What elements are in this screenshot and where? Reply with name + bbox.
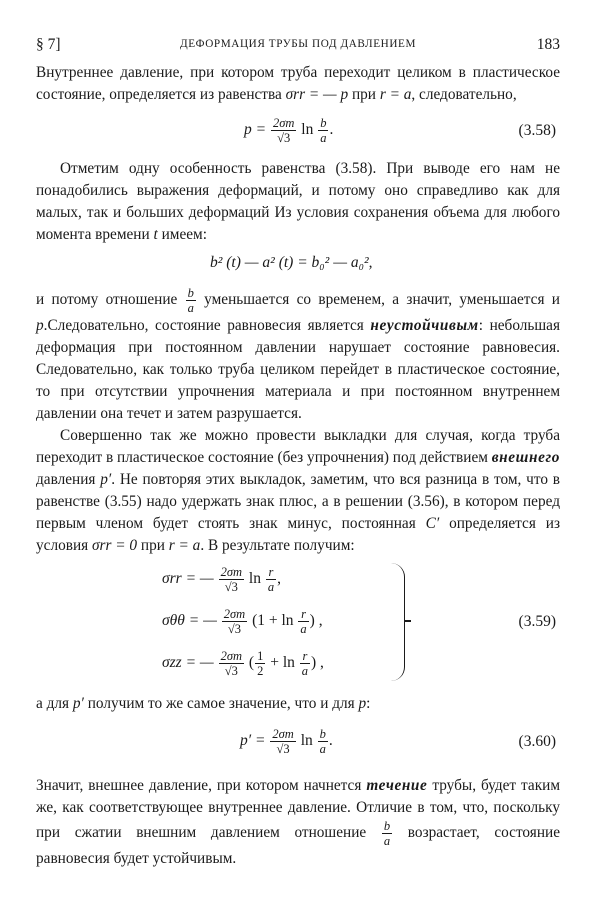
- paragraph-same-value: [36, 693, 560, 715]
- text: давления: [36, 471, 101, 488]
- ln: ln: [248, 570, 265, 588]
- paragraph-internal-pressure: [36, 62, 560, 106]
- equation-3-60: [36, 715, 560, 771]
- eq-end: ,: [277, 570, 281, 588]
- equation-3-59: [36, 557, 560, 691]
- text: при: [137, 537, 169, 554]
- equation-number: (3.59): [518, 613, 556, 630]
- numerator: b: [383, 819, 391, 833]
- coef-fraction: [222, 607, 247, 636]
- denominator: √3: [276, 742, 290, 756]
- ln: ln: [301, 121, 318, 139]
- eq-lhs: σθθ = —: [162, 612, 221, 630]
- numerator: 1: [257, 649, 264, 663]
- numerator: b: [187, 286, 194, 300]
- inline-formula: r = a: [379, 86, 412, 103]
- eq-end: ) ,: [309, 612, 323, 630]
- running-title: ДЕФОРМАЦИЯ ТРУБЫ ПОД ДАВЛЕНИЕМ: [180, 38, 416, 50]
- text: .Следовательно, состояние равновесия является: [43, 317, 371, 334]
- inline-formula: p′: [72, 695, 84, 712]
- eq-end: .: [329, 121, 334, 139]
- numerator: 2σт: [223, 607, 246, 621]
- coef-fraction: [219, 649, 244, 678]
- eq-lhs: σzz = —: [162, 654, 218, 672]
- equation-volume: [36, 246, 560, 286]
- text: . В результате получим:: [200, 537, 355, 554]
- denominator: a: [319, 742, 326, 756]
- numerator: r: [300, 649, 310, 664]
- ratio-fraction: [298, 607, 308, 636]
- inline-formula: C′: [425, 515, 440, 532]
- denominator: a: [383, 834, 391, 848]
- text: получим то же самое значение, что и для: [83, 695, 359, 712]
- denominator: a: [320, 131, 327, 145]
- text: , следовательно,: [411, 86, 517, 103]
- text: . Не повторяя этих выкладок, заметим, что вся разница в том, что в равенстве (3.55) надо удержать знак плюс, а в решении (3.56), в котором перед первым членом будет стоять знак минус, постоянная: [36, 471, 560, 532]
- numerator: 2σт: [272, 727, 294, 741]
- inline-formula: p: [36, 317, 44, 334]
- ratio-fraction: [186, 286, 196, 315]
- denominator: a: [267, 580, 275, 594]
- coef-fraction: [271, 116, 296, 145]
- equation-3-58: [36, 106, 560, 154]
- inline-formula: p: [358, 695, 367, 712]
- denominator: √3: [224, 580, 238, 594]
- emphasis: неустойчивым: [370, 317, 479, 334]
- coef-fraction: [270, 727, 295, 756]
- denominator: a: [301, 664, 309, 678]
- ln: ln: [300, 732, 317, 750]
- inline-formula: σrr = 0: [92, 537, 138, 554]
- eq-row-thth: [162, 607, 323, 636]
- numerator: r: [266, 565, 276, 580]
- book-page: [36, 36, 560, 870]
- eq-mid: (1 + ln: [252, 612, 298, 630]
- text: при: [348, 86, 380, 103]
- inline-formula: p′: [100, 471, 112, 488]
- paragraph-instability: [36, 286, 560, 425]
- text: а для: [36, 695, 73, 712]
- page-number: 183: [536, 36, 560, 53]
- text: возрастает, состояние равновесия будет устойчивым.: [36, 824, 560, 867]
- denominator: a: [187, 301, 194, 315]
- text: уменьшается со временем, а значит, уменьшается и: [196, 291, 560, 309]
- equation-number: (3.58): [518, 122, 556, 139]
- eq-lhs: p′ =: [240, 732, 270, 750]
- ratio-fraction: [318, 727, 328, 756]
- section-mark: § 7]: [36, 36, 61, 53]
- text: Отметим одну особенность равенства (3.58). При выводе его нам не понадобились выражения деформаций, и потому оно справедливо как для малых, так и больших деформаций Из условия сохранения объема для любого момента времени: [36, 160, 560, 243]
- text: и потому отношение: [36, 291, 185, 309]
- text: :: [366, 695, 371, 712]
- text: : небольшая деформация при постоянном давлении нарушает состояние равновесия. Следовательно, как только труба целиком перейдет в пластическое состояние, то при отсутствии упрочнения материала и при постоянном внутреннем давлении она течет и затем разрушается.: [36, 317, 560, 422]
- denominator: √3: [224, 664, 238, 678]
- eq-lhs: σrr = —: [162, 570, 218, 588]
- numerator: 2σт: [220, 649, 243, 663]
- inline-formula: t: [153, 226, 158, 243]
- text: трубы, будет таким же, как соответствующее внутреннее давление. Отличие в том, что, поскольку при сжатии внешним давлением отношение: [36, 777, 560, 842]
- paragraph-feature: [36, 158, 560, 246]
- numerator: b: [320, 116, 327, 130]
- numerator: b: [319, 727, 326, 741]
- numerator: 2σт: [220, 565, 243, 579]
- eq-row-zz: [162, 649, 324, 678]
- text: определяется из условия: [36, 515, 560, 554]
- inline-formula: σrr = — p: [285, 86, 349, 103]
- denominator: √3: [227, 622, 242, 636]
- ratio-fraction: [266, 565, 276, 594]
- text: Внутреннее давление, при котором труба переходит целиком в пластическое состояние, определяется из равенства: [36, 64, 560, 103]
- paragraph-conclusion: [36, 775, 560, 870]
- eq-lhs: p =: [244, 121, 270, 139]
- emphasis: внешнего: [491, 449, 560, 466]
- half-fraction: [255, 649, 265, 678]
- denominator: 2: [257, 664, 264, 678]
- ratio-fraction: [382, 819, 392, 848]
- eq-text: b² (t) — a² (t) = b₀² — a₀²,: [210, 254, 373, 271]
- running-header: [36, 36, 560, 62]
- numerator: 2σт: [272, 116, 295, 130]
- numerator: r: [298, 607, 308, 622]
- eq-open: (: [248, 654, 255, 672]
- right-brace: [390, 563, 405, 681]
- equation-number: (3.60): [518, 733, 556, 750]
- inline-formula: r = a: [168, 537, 201, 554]
- eq-end: .: [328, 732, 333, 750]
- ratio-fraction: [300, 649, 310, 678]
- text: имеем:: [157, 226, 207, 243]
- eq-mid: + ln: [266, 654, 299, 672]
- denominator: √3: [277, 131, 291, 145]
- eq-end: ) ,: [311, 654, 324, 672]
- paragraph-external-pressure: [36, 425, 560, 557]
- ratio-fraction: [318, 116, 328, 145]
- emphasis: течение: [366, 777, 428, 794]
- text: Совершенно так же можно провести выкладки для случая, когда труба переходит в пластическое состояние (без упрочнения) под действием: [36, 427, 560, 466]
- text: Значит, внешнее давление, при котором начнется: [36, 777, 367, 794]
- coef-fraction: [219, 565, 244, 594]
- denominator: a: [300, 622, 307, 636]
- eq-row-rr: [162, 565, 281, 594]
